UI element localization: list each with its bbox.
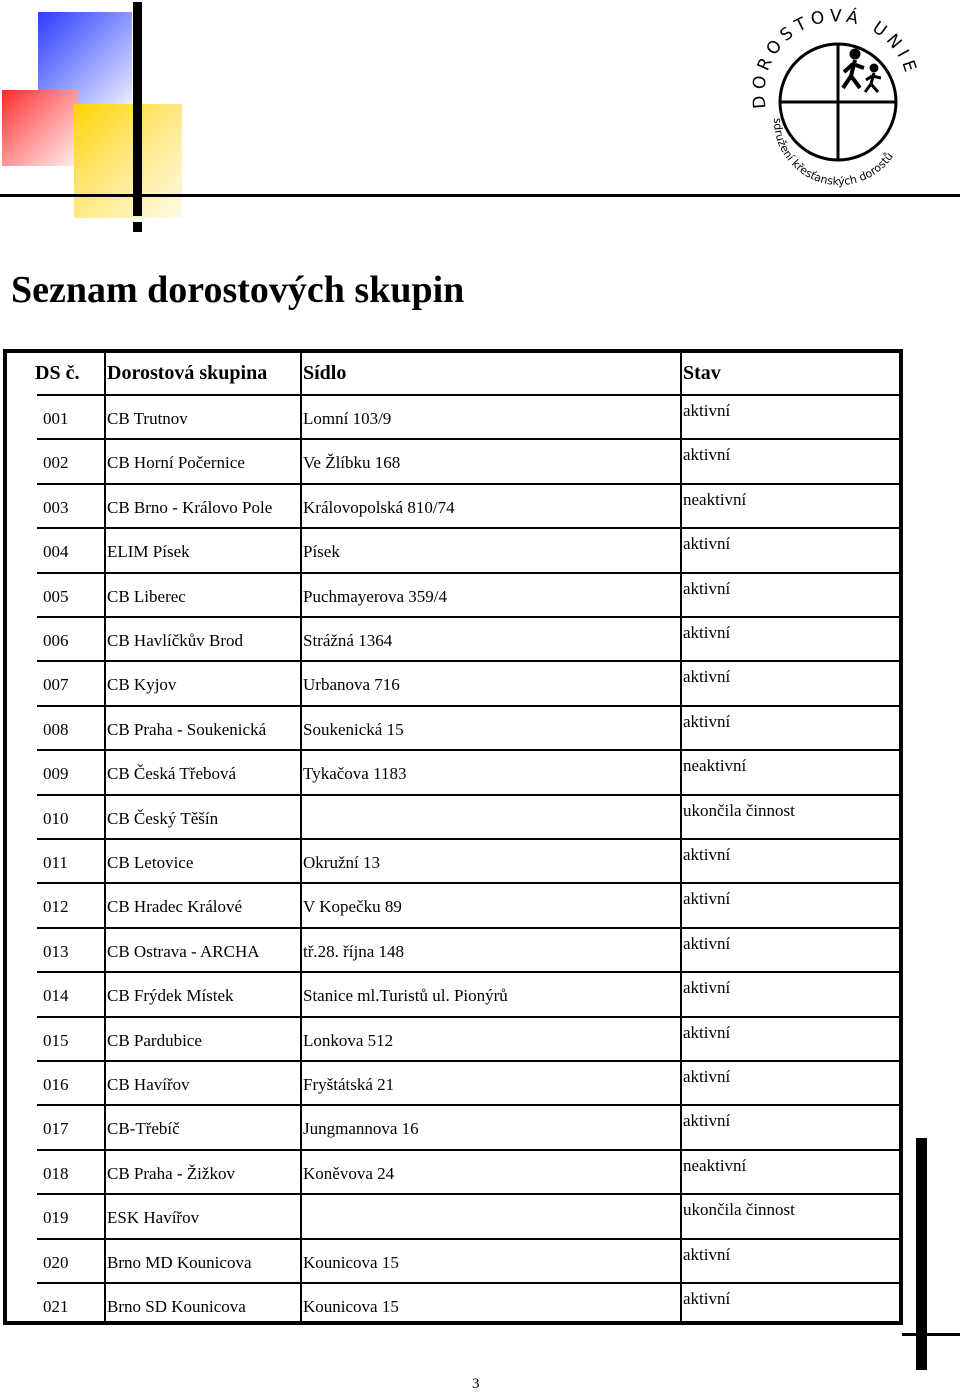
groups-table <box>3 349 903 1325</box>
table-cell-seat: Koněvova 24 <box>303 1163 395 1183</box>
table-header-row <box>7 353 899 397</box>
table-row <box>7 1061 899 1105</box>
table-cell-seat: Kounicova 15 <box>303 1252 399 1272</box>
logo-arc-text: DOROSTOVÁ UNIE <box>749 6 922 110</box>
table-cell-name: CB Frýdek Místek <box>107 986 234 1006</box>
table-cell-seat: Kounicova 15 <box>303 1297 399 1316</box>
table-header-cell: Dorostová skupina <box>107 362 268 384</box>
table-cell-name: CB Praha - Soukenická <box>107 719 267 739</box>
table-row <box>7 661 899 705</box>
table-cell-seat: Lonkova 512 <box>303 1030 394 1050</box>
decor-bar-dot <box>133 222 142 232</box>
table-cell-status: neaktivní <box>683 1155 747 1175</box>
table-row <box>7 1283 899 1327</box>
table-cell-name: ELIM Písek <box>107 542 190 562</box>
table-row <box>7 1194 899 1238</box>
table-cell-name: CB Český Těšín <box>107 808 219 828</box>
table-cell-name: CB Ostrava - ARCHA <box>107 941 260 961</box>
table-cell-status: aktivní <box>683 711 731 731</box>
table-cell-num: 014 <box>43 986 69 1006</box>
table-cell-name: CB Česká Třebová <box>107 764 237 784</box>
table-cell-status: aktivní <box>683 978 731 998</box>
dorostova-unie-logo <box>744 6 930 192</box>
table-cell-status: ukončila činnost <box>683 1200 795 1220</box>
decor-red-square <box>2 90 78 166</box>
table-cell-seat: Ve Žlíbku 168 <box>303 453 401 473</box>
table-cell-name: CB Kyjov <box>107 675 177 695</box>
table-row <box>7 439 899 483</box>
table-cell-num: 017 <box>43 1119 69 1139</box>
table-cell-seat: Okružní 13 <box>303 853 380 872</box>
decor-bottom-rule <box>902 1333 960 1336</box>
table-cell-num: 008 <box>43 719 69 739</box>
walking-figures-icon <box>843 49 881 92</box>
table-cell-name: CB Trutnov <box>107 409 188 428</box>
table-cell-num: 019 <box>43 1208 69 1228</box>
table-cell-name: CB Havířov <box>107 1075 190 1094</box>
table-cell-seat: Jungmannova 16 <box>303 1119 419 1139</box>
table-row <box>7 839 899 883</box>
table-cell-name: ESK Havířov <box>107 1208 200 1228</box>
table-cell-status: ukončila činnost <box>683 800 795 820</box>
table-row <box>7 795 899 839</box>
table-row <box>7 972 899 1016</box>
table-row <box>7 1239 899 1283</box>
table-cell-seat: Písek <box>303 542 340 562</box>
page-title: Seznam dorostových skupin <box>11 269 465 311</box>
table-cell-seat: Královopolská 810/74 <box>303 497 455 517</box>
table-cell-num: 013 <box>43 941 69 961</box>
table-row <box>7 750 899 794</box>
decor-yellow-square <box>74 104 182 218</box>
table-cell-seat: Tykačova 1183 <box>303 764 407 784</box>
table-cell-seat: tř.28. října 148 <box>303 941 405 961</box>
table-cell-num: 001 <box>43 409 69 428</box>
table-cell-status: aktivní <box>683 933 731 953</box>
table-row <box>7 528 899 572</box>
table-cell-name: Brno MD Kounicova <box>107 1252 252 1272</box>
table-cell-num: 018 <box>43 1163 69 1183</box>
table-cell-status: aktivní <box>683 623 731 642</box>
header-rule <box>0 194 960 197</box>
table-cell-seat: Urbanova 716 <box>303 675 400 695</box>
table-cell-num: 005 <box>43 586 69 606</box>
table-cell-name: CB-Třebíč <box>107 1119 180 1139</box>
svg-text:sdružení křesťanských dorostů <box>771 118 896 188</box>
table-cell-name: CB Praha - Žižkov <box>107 1163 235 1183</box>
table-cell-num: 006 <box>43 631 69 650</box>
table-cell-status: aktivní <box>683 845 731 864</box>
table-header-cell: Stav <box>683 362 721 384</box>
table-cell-seat: Stanice ml.Turistů ul. Pionýrů <box>303 986 508 1006</box>
table-cell-status: aktivní <box>683 667 731 687</box>
table-cell-status: neaktivní <box>683 756 747 776</box>
table-cell-seat: Puchmayerova 359/4 <box>303 586 447 606</box>
table-cell-status: aktivní <box>683 578 731 598</box>
table-cell-num: 009 <box>43 764 69 784</box>
table-cell-seat: V Kopečku 89 <box>303 897 402 917</box>
table-row <box>7 706 899 750</box>
table-row <box>7 883 899 927</box>
table-cell-num: 003 <box>43 497 69 517</box>
table-cell-num: 016 <box>43 1075 69 1094</box>
table-cell-name: CB Havlíčkův Brod <box>107 631 243 650</box>
table-header-cell: DS č. <box>35 362 80 384</box>
table-row <box>7 1150 899 1194</box>
table-row <box>7 573 899 617</box>
table-cell-name: CB Brno - Královo Pole <box>107 497 273 517</box>
table-row <box>7 928 899 972</box>
table-row <box>7 395 899 439</box>
table-row <box>7 1105 899 1149</box>
table-cell-seat: Lomní 103/9 <box>303 409 392 428</box>
table-cell-status: aktivní <box>683 1111 731 1131</box>
table-cell-status: aktivní <box>683 889 731 909</box>
table-cell-name: CB Horní Počernice <box>107 453 245 473</box>
table-cell-name: CB Pardubice <box>107 1030 202 1050</box>
table-cell-seat: Fryštátská 21 <box>303 1075 395 1094</box>
table-cell-status: aktivní <box>683 401 731 420</box>
table-cell-num: 011 <box>43 853 68 872</box>
table-cell-status: aktivní <box>683 1244 731 1264</box>
table-row <box>7 484 899 528</box>
decor-vertical-bar <box>133 2 142 216</box>
page-number: 3 <box>472 1376 480 1392</box>
table-cell-seat: Strážná 1364 <box>303 631 393 650</box>
table-cell-name: Brno SD Kounicova <box>107 1297 246 1316</box>
table-cell-seat: Soukenická 15 <box>303 719 404 739</box>
table-header-cell: Sídlo <box>303 362 347 384</box>
table-cell-status: aktivní <box>683 534 731 554</box>
table-cell-num: 010 <box>43 808 69 828</box>
table-cell-name: CB Hradec Králové <box>107 897 243 917</box>
table-cell-num: 020 <box>43 1252 69 1272</box>
table-cell-status: aktivní <box>683 1289 731 1308</box>
table-cell-num: 007 <box>43 675 69 695</box>
table-cell-status: neaktivní <box>683 489 747 509</box>
table-cell-num: 021 <box>43 1297 69 1316</box>
table-cell-status: aktivní <box>683 1067 731 1086</box>
table-row <box>7 1017 899 1061</box>
table-cell-num: 002 <box>43 453 69 473</box>
table-row <box>7 617 899 661</box>
logo-sub-text: sdružení křesťanských dorostů <box>770 117 896 189</box>
table-cell-name: CB Letovice <box>107 853 194 872</box>
table-cell-status: aktivní <box>683 1022 731 1042</box>
table-cell-num: 015 <box>43 1030 69 1050</box>
table-cell-num: 012 <box>43 897 69 917</box>
table-cell-name: CB Liberec <box>107 586 186 606</box>
table-cell-num: 004 <box>43 542 69 562</box>
table-cell-status: aktivní <box>683 445 731 465</box>
